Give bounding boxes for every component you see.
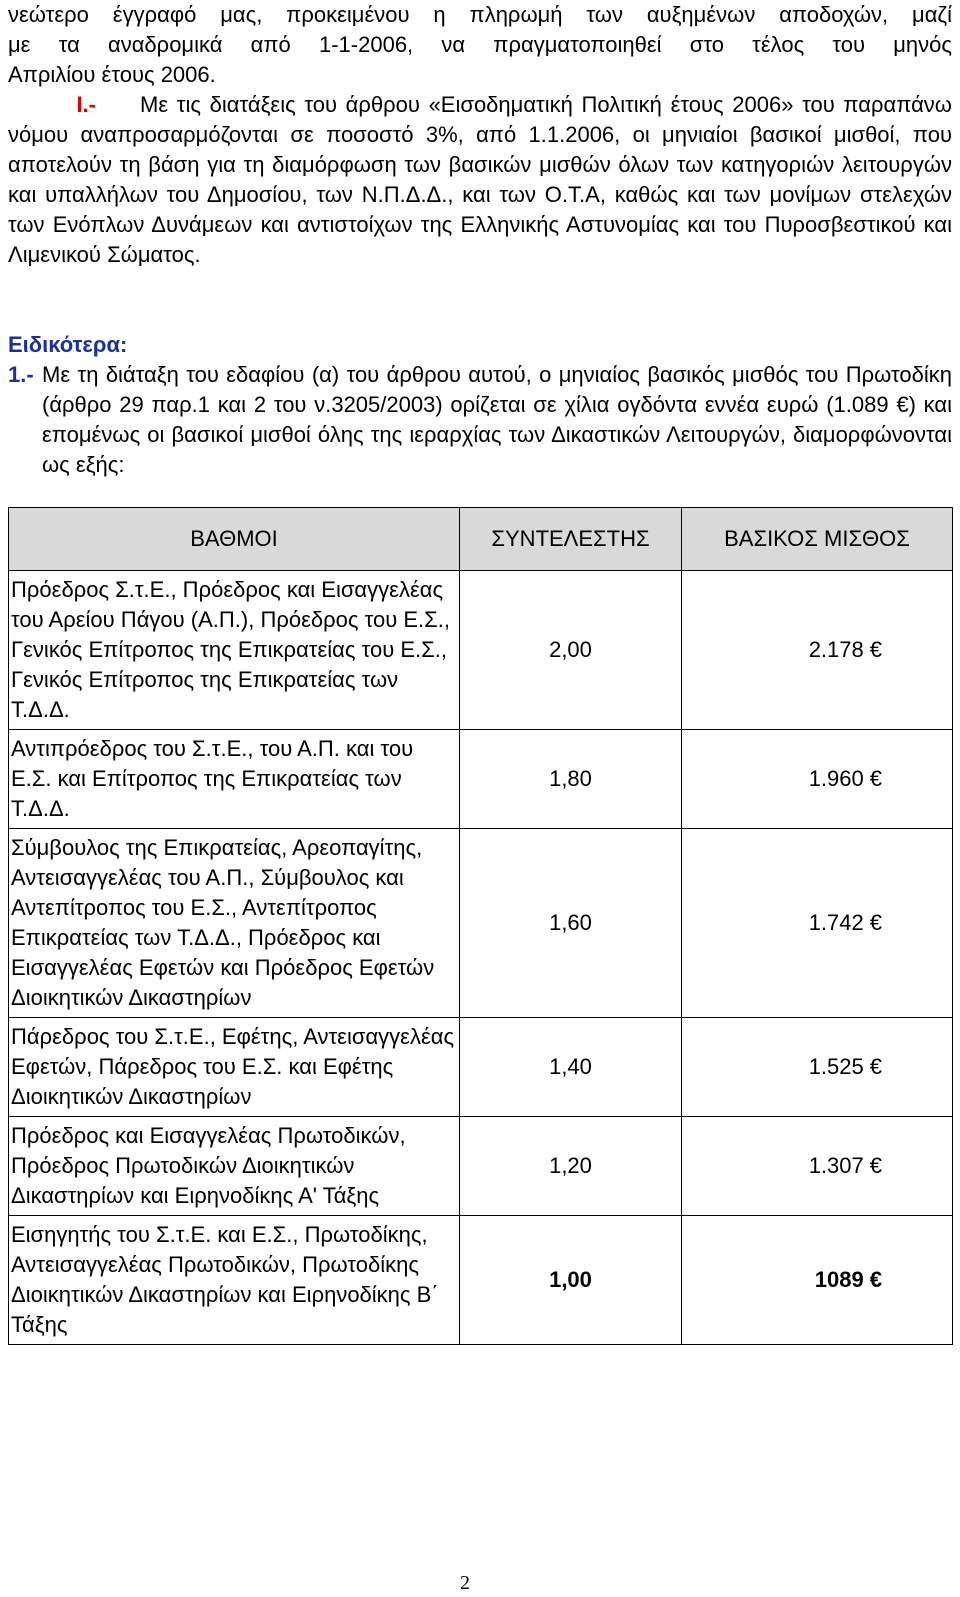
salary-cell: [682, 1216, 953, 1345]
item-1-number: 1.-: [8, 362, 34, 387]
table-body: [9, 571, 953, 1345]
salary-value: 1.960: [808, 766, 864, 791]
euro-sign: €: [869, 1267, 882, 1292]
section-heading: Ειδικότερα:: [8, 332, 128, 357]
salary-value: 1.525: [808, 1054, 864, 1079]
paragraph-I-marker: Ι.-: [76, 92, 96, 117]
euro-sign: €: [869, 1054, 882, 1079]
intro-line-2: με τα αναδρομικά από 1-1-2006, να πραγματοποιηθεί στο τέλος του μηνός: [8, 32, 952, 57]
intro-paragraph-last-line: [8, 60, 952, 90]
header-grades: ΒΑΘΜΟΙ: [9, 508, 460, 571]
table-row: [9, 1117, 953, 1216]
grade-cell: Αντιπρόεδρος του Σ.τ.Ε., του Α.Π. και του Ε.Σ. και Επίτροπος της Επικρατείας των Τ.Δ.Δ.: [9, 730, 460, 829]
salary-cell: [682, 730, 953, 829]
item-1-paragraph: [8, 360, 952, 480]
salary-value: 2.178: [808, 637, 864, 662]
grade-cell: Σύμβουλος της Επικρατείας, Αρεοπαγίτης, Αντεισαγγελέας του Α.Π., Σύμβουλος και Αντεπίτροπος του Ε.Σ., Αντεπίτροπος Επικρατείας των Τ.Δ.Δ., Πρόεδρος και Εισαγγελέας Εφετών και Πρόεδρος Εφετών Διοικητικών Δικαστηρίων: [9, 829, 460, 1018]
salary-table: [8, 507, 953, 1345]
intro-line-1: νεώτερο έγγραφό μας, προκειμένου η πληρωμή των αυξημένων αποδοχών, μαζί: [8, 2, 952, 27]
coefficient-cell: 2,00: [460, 571, 682, 730]
page-number: 2: [460, 1572, 470, 1594]
intro-paragraph: [8, 0, 952, 60]
salary-value: 1.742: [808, 910, 864, 935]
grade-cell: Πρόεδρος Σ.τ.Ε., Πρόεδρος και Εισαγγελέας του Αρείου Πάγου (Α.Π.), Πρόεδρος του Ε.Σ., Γενικός Επίτροπος της Επικρατείας του Ε.Σ., Γενικός Επίτροπος της Επικρατείας των Τ.Δ.Δ.: [9, 571, 460, 730]
salary-cell: [682, 1018, 953, 1117]
coefficient-cell: 1,00: [460, 1216, 682, 1345]
grade-cell: Πρόεδρος και Εισαγγελέας Πρωτοδικών, Πρόεδρος Πρωτοδικών Διοικητικών Δικαστηρίων και Ειρηνοδίκης Α' Τάξης: [9, 1117, 460, 1216]
table-row: [9, 1216, 953, 1345]
coefficient-cell: 1,20: [460, 1117, 682, 1216]
salary-cell: [682, 571, 953, 730]
salary-value: 1089: [814, 1267, 864, 1292]
grade-cell: Πάρεδρος του Σ.τ.Ε., Εφέτης, Αντεισαγγελέας Εφετών, Πάρεδρος του Ε.Σ. και Εφέτης Διοικητικών Δικαστηρίων: [9, 1018, 460, 1117]
table-row: [9, 730, 953, 829]
table-row: [9, 571, 953, 730]
intro-line-3: Απριλίου έτους 2006.: [8, 62, 216, 87]
grade-cell: Εισηγητής του Σ.τ.Ε. και Ε.Σ., Πρωτοδίκης, Αντεισαγγελέας Πρωτοδικών, Πρωτοδίκης Διοικητικών Δικαστηρίων και Ειρηνοδίκης Β΄ Τάξης: [9, 1216, 460, 1345]
item-1-text: Με τη διάταξη του εδαφίου (α) του άρθρου αυτού, ο μηνιαίος βασικός μισθός του Πρωτοδίκη (άρθρο 29 παρ.1 και 2 του ν.3205/2003) ορίζεται σε χίλια ογδόντα εννέα ευρώ (1.089 €) και επομένως οι βασικοί μισθοί όλης της ιεραρχίας των Δικαστικών Λειτουργών, διαμορφώνονται ως εξής:: [42, 362, 952, 477]
coefficient-cell: 1,80: [460, 730, 682, 829]
table-header-row: [9, 508, 953, 571]
coefficient-cell: 1,60: [460, 829, 682, 1018]
coefficient-cell: 1,40: [460, 1018, 682, 1117]
header-base-salary: ΒΑΣΙΚΟΣ ΜΙΣΘΟΣ: [682, 508, 953, 571]
euro-sign: €: [869, 766, 882, 791]
table-row: [9, 829, 953, 1018]
euro-sign: €: [869, 910, 882, 935]
paragraph-I-text: Με τις διατάξεις του άρθρου «Εισοδηματική Πολιτική έτους 2006» του παραπάνω νόμου αναπροσαρμόζονται σε ποσοστό 3%, από 1.1.2006, οι μηνιαίοι βασικοί μισθοί, που αποτελούν τη βάση για τη διαμόρφωση των βασικών μισθών όλων των κατηγοριών λειτουργών και υπαλλήλων του Δημοσίου, των Ν.Π.Δ.Δ., και των Ο.Τ.Α, καθώς και των μονίμων στελεχών των Ενόπλων Δυνάμεων και αντιστοίχων της Ελληνικής Αστυνομίας και του Πυροσβεστικού και Λιμενικού Σώματος.: [8, 92, 952, 267]
table-row: [9, 1018, 953, 1117]
salary-value: 1.307: [808, 1153, 864, 1178]
euro-sign: €: [869, 637, 882, 662]
salary-cell: [682, 829, 953, 1018]
header-coefficient: ΣΥΝΤΕΛΕΣΤΗΣ: [460, 508, 682, 571]
euro-sign: €: [869, 1153, 882, 1178]
salary-cell: [682, 1117, 953, 1216]
paragraph-I: [8, 90, 952, 270]
